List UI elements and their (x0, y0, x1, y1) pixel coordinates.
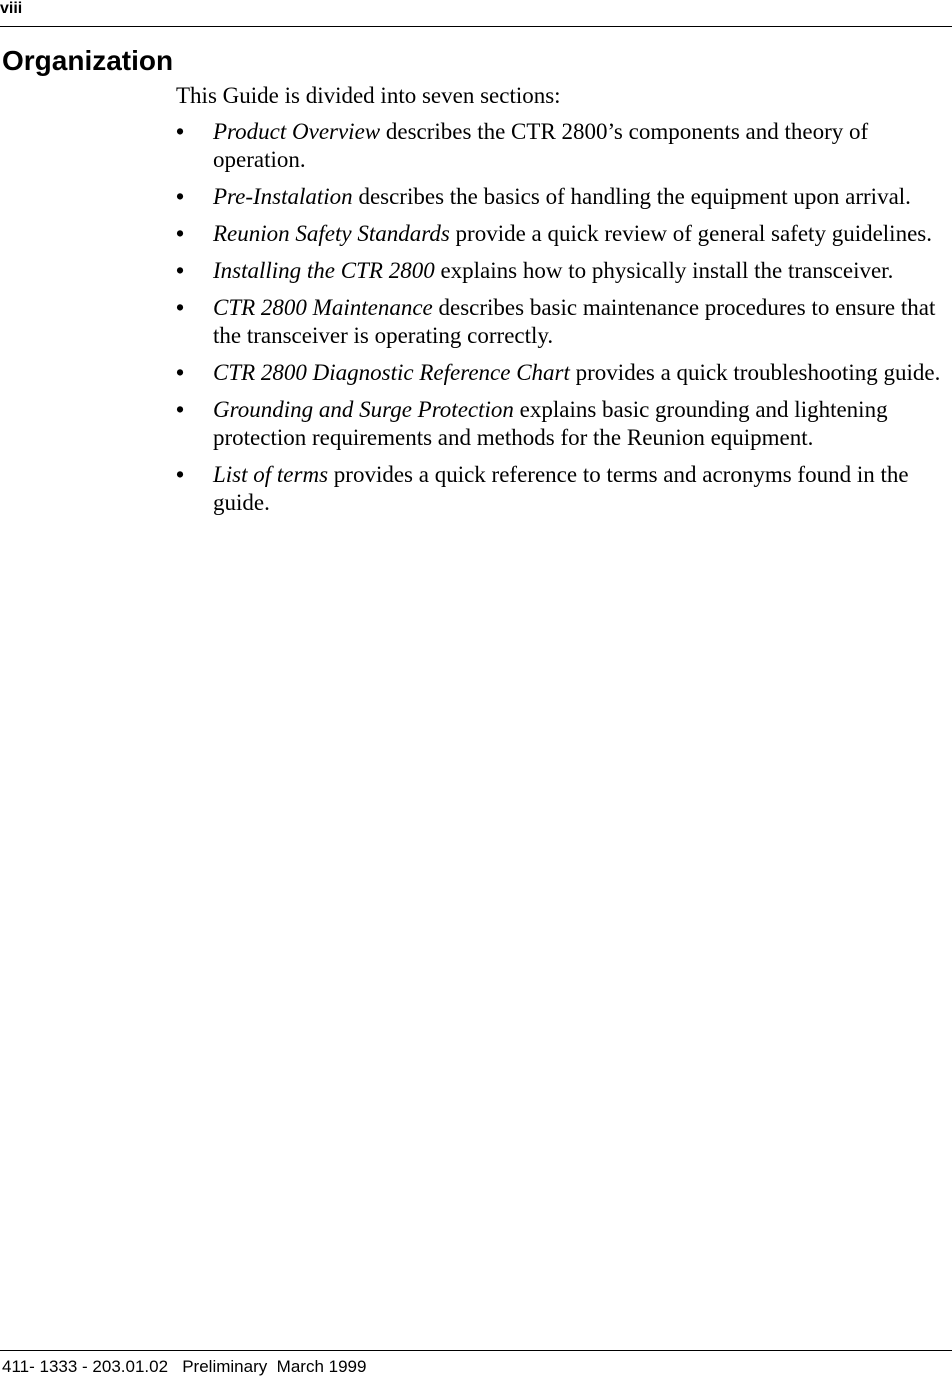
section-term: Grounding and Surge Protection (213, 397, 514, 422)
list-item (176, 220, 950, 248)
bullet-icon: • (176, 221, 185, 246)
list-item (176, 294, 950, 350)
section-term: Installing the CTR 2800 (213, 258, 435, 283)
section-term: Pre-Instalation (213, 184, 353, 209)
section-description: provides a quick troubleshooting guide. (569, 360, 941, 385)
section-description: provides a quick reference to terms and acronyms found in the guide. (213, 462, 909, 515)
section-term: Product Overview (213, 119, 381, 144)
section-term: List of terms (213, 462, 329, 487)
page-number: viii (0, 0, 23, 17)
bullet-icon: • (176, 360, 185, 385)
list-item (176, 257, 950, 285)
list-item (176, 118, 950, 174)
sections-list (176, 118, 950, 526)
bullet-icon: • (176, 295, 185, 320)
bullet-icon: • (176, 462, 185, 487)
section-term: CTR 2800 Diagnostic Reference Chart (213, 360, 570, 385)
bullet-icon: • (176, 397, 185, 422)
section-description: explains basic grounding and lightening protection requirements and methods for the Reunion equipment. (213, 397, 888, 450)
list-item (176, 359, 950, 387)
list-item (176, 183, 950, 211)
section-description: explains how to physically install the transceiver. (434, 258, 894, 283)
bullet-icon: • (176, 184, 185, 209)
bullet-icon: • (176, 119, 185, 144)
footer-document-info: 411- 1333 - 203.01.02 Preliminary March 1999 (2, 1357, 367, 1376)
section-term: CTR 2800 Maintenance (213, 295, 433, 320)
section-description: describes the basics of handling the equipment upon arrival. (352, 184, 911, 209)
section-term: Reunion Safety Standards (213, 221, 450, 246)
intro-paragraph: This Guide is divided into seven sections: (176, 83, 561, 108)
list-item (176, 461, 950, 517)
section-description: provide a quick review of general safety guidelines. (449, 221, 932, 246)
section-description: describes basic maintenance procedures to ensure that the transceiver is operating correctly. (213, 295, 936, 348)
section-title: Organization (2, 45, 174, 76)
header-rule (0, 26, 952, 27)
section-description: describes the CTR 2800’s components and theory of operation. (213, 119, 869, 172)
bullet-icon: • (176, 258, 185, 283)
list-item (176, 396, 950, 452)
footer-rule (0, 1350, 952, 1351)
